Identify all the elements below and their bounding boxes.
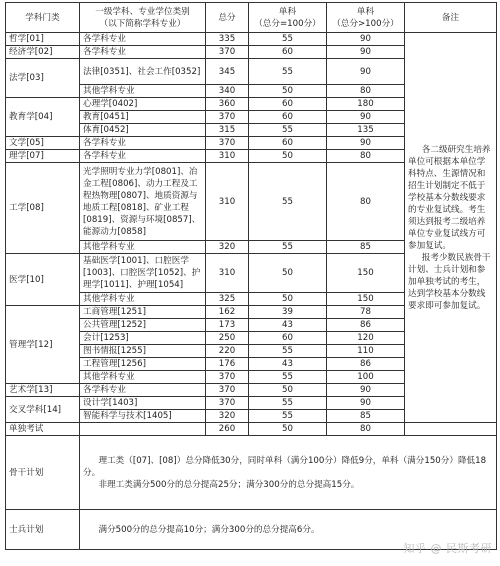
total-cell: 260 — [206, 423, 249, 436]
single150-cell: 80 — [327, 150, 405, 163]
header-total: 总分 — [206, 3, 249, 33]
total-cell: 370 — [206, 384, 249, 397]
single100-cell: 55 — [249, 410, 327, 423]
major-cell: 法律[0351]、社会工作[0352] — [80, 59, 206, 85]
single150-cell: 90 — [327, 46, 405, 59]
single150-cell: 180 — [327, 98, 405, 111]
note-empty-cell — [405, 423, 497, 436]
single150-cell: 150 — [327, 293, 405, 306]
single150-cell: 90 — [327, 59, 405, 85]
total-cell: 250 — [206, 332, 249, 345]
single100-cell: 55 — [249, 371, 327, 384]
major-cell: 各学科专业 — [80, 33, 206, 46]
major-cell: 其他学科专业 — [80, 85, 206, 98]
single100-cell: 55 — [249, 397, 327, 410]
category-cell: 医学[10] — [6, 254, 80, 306]
soldier-line1: 满分500分的总分提高10分；满分300分的总分提高6分。 — [98, 524, 320, 535]
category-cell: 经济学[02] — [6, 46, 80, 59]
total-cell: 315 — [206, 124, 249, 137]
note-para2: 报考少数民族骨干计划、士兵计划和参加单独考试的考生，达到学校基本分数线要求即可参加复试。 — [408, 252, 491, 311]
category-cell: 工学[08] — [6, 163, 80, 254]
major-cell: 其他学科专业 — [80, 241, 206, 254]
single150-cell: 80 — [327, 163, 405, 241]
single100-cell: 60 — [249, 332, 327, 345]
header-major-line2: （以下简称学科专业） — [99, 18, 186, 29]
major-cell: 其他学科专业 — [80, 371, 206, 384]
major-cell: 各学科专业 — [80, 150, 206, 163]
header-single150-line2: （总分>100分） — [332, 18, 399, 29]
total-cell: 370 — [206, 46, 249, 59]
single150-cell: 78 — [327, 306, 405, 319]
single100-cell: 55 — [249, 124, 327, 137]
single150-cell: 90 — [327, 137, 405, 150]
single100-cell: 43 — [249, 358, 327, 371]
note-para1: 各二级研究生培养单位可根据本单位学科特点、生源情况和招生计划制定不低于学校基本分数线要求的专业复试线。考生须达到报考二级培养单位专业复试线方可参加复试。 — [408, 144, 491, 251]
total-cell: 176 — [206, 358, 249, 371]
gugan-line2: 非理工类满分500分的总分提高25分；满分300分的总分提高15分。 — [98, 479, 360, 490]
total-cell: 310 — [206, 150, 249, 163]
single100-cell: 55 — [249, 163, 327, 241]
single150-cell: 100 — [327, 371, 405, 384]
major-cell: 智能科学与技术[1405] — [80, 410, 206, 423]
total-cell: 345 — [206, 59, 249, 85]
single150-cell: 85 — [327, 410, 405, 423]
category-cell: 艺术学[13] — [6, 384, 80, 397]
category-cell: 教育学[04] — [6, 98, 80, 137]
major-cell: 其他学科专业 — [80, 293, 206, 306]
single100-cell: 60 — [249, 98, 327, 111]
single100-cell: 50 — [249, 254, 327, 293]
header-single100-line1: 单科 — [278, 6, 297, 17]
category-cell: 法学[03] — [6, 59, 80, 98]
single100-cell: 60 — [249, 137, 327, 150]
single150-cell: 120 — [327, 332, 405, 345]
gugan-label-cell: 骨干计划 — [6, 436, 80, 510]
header-note: 备注 — [405, 3, 497, 33]
single100-cell: 60 — [249, 111, 327, 124]
single150-cell: 90 — [327, 384, 405, 397]
watermark-text: 知乎 @ 民斯考研 — [403, 542, 492, 555]
single100-cell: 60 — [249, 46, 327, 59]
single100-cell: 43 — [249, 319, 327, 332]
single100-cell: 55 — [249, 59, 327, 85]
single100-cell: 50 — [249, 384, 327, 397]
major-cell: 公共管理[1252] — [80, 319, 206, 332]
major-cell: 教育[0451] — [80, 111, 206, 124]
total-cell: 220 — [206, 345, 249, 358]
total-cell: 370 — [206, 111, 249, 124]
major-cell: 工商管理[1251] — [80, 306, 206, 319]
total-cell: 340 — [206, 85, 249, 98]
gugan-policy-cell — [80, 436, 497, 510]
major-cell: 体育[0452] — [80, 124, 206, 137]
major-cell: 各学科专业 — [80, 46, 206, 59]
total-cell: 370 — [206, 137, 249, 150]
header-single150 — [327, 3, 405, 33]
soldier-label-cell: 士兵计划 — [6, 510, 80, 550]
total-cell: 162 — [206, 306, 249, 319]
major-cell: 工程管理[1256] — [80, 358, 206, 371]
header-major-line1: 一级学科、专业学位类别 — [95, 6, 190, 17]
major-cell: 各学科专业 — [80, 137, 206, 150]
single100-cell: 55 — [249, 345, 327, 358]
total-cell: 173 — [206, 319, 249, 332]
major-cell: 会计[1253] — [80, 332, 206, 345]
total-cell: 310 — [206, 163, 249, 241]
major-cell: 心理学[0402] — [80, 98, 206, 111]
table-row — [6, 436, 497, 510]
category-cell: 交叉学科[14] — [6, 397, 80, 423]
single150-cell: 150 — [327, 254, 405, 293]
category-cell: 管理学[12] — [6, 306, 80, 384]
header-single100-line2: （总分=100分） — [254, 18, 321, 29]
major-cell: 光学照明专业力学[0801]、冶金工程[0806]、动力工程及工程热物理[0807]、地质资源与地质工程[0818]、矿业工程[0819]、资源与环境[0857]、能源动力[0858] — [80, 163, 206, 241]
total-cell: 360 — [206, 98, 249, 111]
total-cell: 320 — [206, 410, 249, 423]
single150-cell: 85 — [327, 241, 405, 254]
category-cell: 哲学[01] — [6, 33, 80, 46]
major-cell: 各学科专业 — [80, 384, 206, 397]
single100-cell: 50 — [249, 150, 327, 163]
major-cell: 图书情报[1255] — [80, 345, 206, 358]
single150-cell: 90 — [327, 397, 405, 410]
header-single100 — [249, 3, 327, 33]
total-cell: 370 — [206, 397, 249, 410]
note-cell — [405, 33, 497, 423]
table-row — [6, 423, 497, 436]
single100-cell: 50 — [249, 293, 327, 306]
category-cell: 文学[05] — [6, 137, 80, 150]
header-major — [80, 3, 206, 33]
total-cell: 325 — [206, 293, 249, 306]
single150-cell: 86 — [327, 319, 405, 332]
total-cell: 320 — [206, 241, 249, 254]
category-cell: 理学[07] — [6, 150, 80, 163]
header-single150-line1: 单科 — [356, 6, 375, 17]
single150-cell: 110 — [327, 345, 405, 358]
single150-cell: 80 — [327, 85, 405, 98]
single150-cell: 80 — [327, 423, 405, 436]
table-row — [6, 33, 497, 46]
major-cell: 基础医学[1001]、口腔医学[1003]、口腔医学[1052]、护理学[1011]、护理[1054] — [80, 254, 206, 293]
single100-cell: 39 — [249, 306, 327, 319]
header-category: 学科门类 — [6, 3, 80, 33]
table-header-row — [6, 3, 497, 33]
single100-cell: 50 — [249, 423, 327, 436]
score-table — [5, 2, 497, 550]
total-cell: 370 — [206, 371, 249, 384]
single150-cell: 86 — [327, 358, 405, 371]
single150-cell: 135 — [327, 124, 405, 137]
single100-cell: 50 — [249, 85, 327, 98]
single100-cell: 55 — [249, 241, 327, 254]
total-cell: 335 — [206, 33, 249, 46]
total-cell: 310 — [206, 254, 249, 293]
single150-cell: 90 — [327, 33, 405, 46]
major-cell — [80, 423, 206, 436]
gugan-line1: 理工类（[07]、[08]）总分降低30分，同时单科（满分100分）降低9分，单科（满分150分）降低18分。 — [83, 455, 487, 478]
major-cell: 设计学[1403] — [80, 397, 206, 410]
single150-cell: 90 — [327, 111, 405, 124]
single100-cell: 55 — [249, 33, 327, 46]
category-cell: 单独考试 — [6, 423, 80, 436]
